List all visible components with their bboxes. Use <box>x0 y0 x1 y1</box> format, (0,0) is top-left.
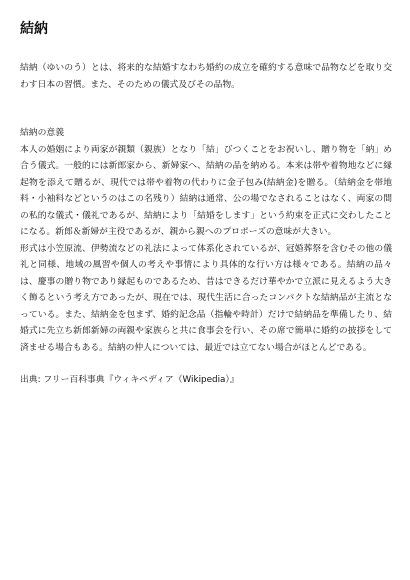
spacer <box>20 356 392 372</box>
intro-paragraph: 結納（ゆいのう）とは、将来的な結婚すなわち婚約の成立を確約する意味で品物などを取り交わす日本の習慣。また、そのための儀式及びその品物。 <box>20 63 392 90</box>
spacer <box>20 109 392 125</box>
document-body <box>20 60 392 389</box>
body-paragraph-2: 形式は小笠原流、伊勢流などの礼法によって体系化されているが、冠婚葬祭を含むその他の儀礼と同様、地域の風習や個人の考えや事情により具体的な行い方は様々である。結納の品々は、慶事の贈り物であり縁起ものであるため、昔はできるだけ華やかで立派に見えるよう大きく飾るという考え方であったが、現在では、現代生活に合ったコンパクトな結納品が主流となっている。また、結納金を包まず、婚約記念品（指輪や時計）だけで結納品を準備したり、結婚式に先立ち新郎新婦の両親や家族らと共に食事会を行い、その席で簡単に婚約の披拶をして済ませる場合もある。結納の仲人については、最近では立てない場合がほとんどである。 <box>20 243 392 353</box>
section-heading: 結納の意義 <box>20 128 64 138</box>
spacer <box>20 93 392 109</box>
body-paragraph-1: 本人の婚姻により両家が親類（親族）となり「結」びつくことをお祝いし、贈り物を「納」め合う儀式。一般的には新郎家から、新婦家へ、結納の品を納める。本来は帯や着物地などに縁起物を添えて贈るが、現代では帯や着物の代わりに金子包み(結納金)を贈る。（結納金を帯地料・小袖料などというのはこの名残り）結納は通常、公の場でなされることはなく、両家の間の私的な儀式・儀礼であるが、結納により「結婚をします」という約束を正式に交わしたことになる。新郎＆新婦が主役であるが、親から親へのプロポーズの意味が大きい。 <box>20 144 392 237</box>
document-title: 結納 <box>20 21 48 37</box>
source-citation: 出典: フリー百科事典『ウィキペディア（Wikipedia）』 <box>20 375 239 385</box>
